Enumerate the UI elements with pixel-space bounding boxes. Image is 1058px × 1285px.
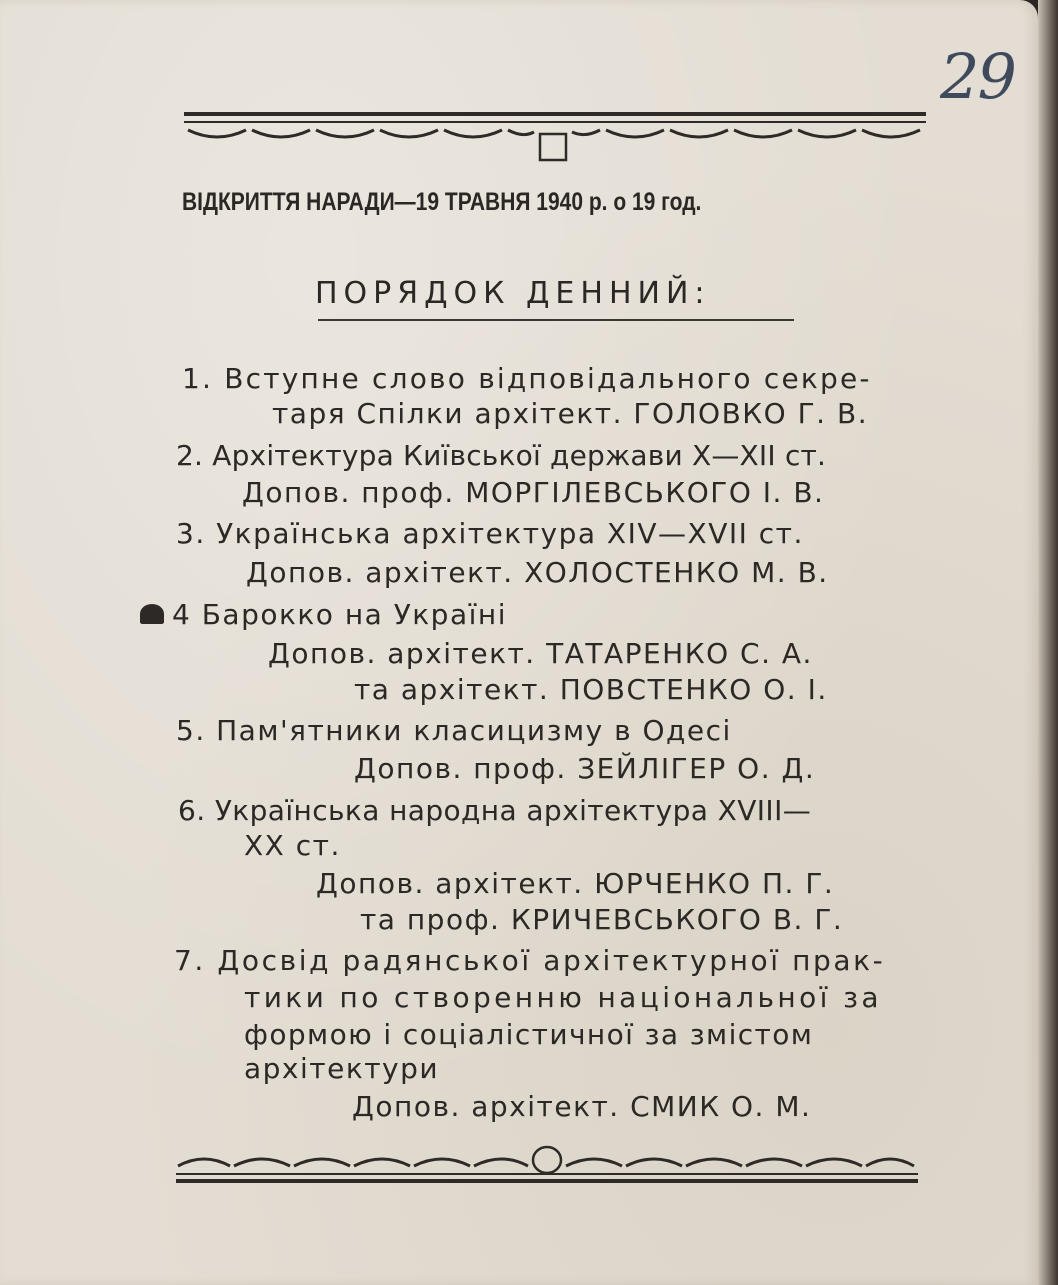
agenda-title-underline bbox=[318, 319, 794, 321]
agenda-item-1-line-1: 1. Вступне слово відповідального секре- bbox=[182, 362, 872, 395]
agenda-item-7-line-5: Допов. архітект. СМИК О. М. bbox=[352, 1090, 812, 1123]
agenda-item-5-line-2: Допов. проф. ЗЕЙЛІГЕР О. Д. bbox=[354, 752, 816, 785]
agenda-item-6-line-2: XX ст. bbox=[244, 829, 341, 862]
agenda-item-4-line-1: 4 Барокко на Україні bbox=[172, 598, 507, 631]
agenda-item-6-line-1: 6. Українська народна архітектура XVIII— bbox=[178, 794, 812, 827]
top-ornament bbox=[180, 108, 930, 168]
agenda-title: ПОРЯДОК ДЕННИЙ: bbox=[315, 276, 711, 311]
agenda-item-7-line-1: 7. Досвід радянської архітектурної прак- bbox=[174, 944, 886, 977]
ink-blot bbox=[140, 604, 164, 624]
agenda-item-7-line-4: архітектури bbox=[244, 1052, 440, 1085]
agenda-item-2-line-2: Допов. проф. МОРГІЛЕВСЬКОГО І. В. bbox=[242, 476, 825, 509]
agenda-item-4-line-3: та архітект. ПОВСТЕНКО О. І. bbox=[354, 673, 828, 706]
page-number: 29 bbox=[940, 40, 1015, 113]
agenda-item-6-line-3: Допов. архітект. ЮРЧЕНКО П. Г. bbox=[316, 867, 835, 900]
agenda-item-6-line-4: та проф. КРИЧЕВСЬКОГО В. Г. bbox=[360, 903, 844, 936]
agenda-item-7-line-2: тики по створенню національної за bbox=[244, 981, 882, 1014]
agenda-item-4-line-2: Допов. архітект. ТАТАРЕНКО С. А. bbox=[268, 637, 813, 670]
agenda-item-2-line-1: 2. Архітектура Київської держави X—XII ст. bbox=[176, 439, 827, 472]
bottom-ornament bbox=[172, 1136, 922, 1190]
page-edge bbox=[1038, 0, 1058, 1285]
agenda-item-7-line-3: формою і соціалістичної за змістом bbox=[244, 1018, 814, 1051]
agenda-item-3-line-1: 3. Українська архітектура XIV—XVII ст. bbox=[176, 517, 804, 550]
agenda-item-1-line-2: таря Спілки архітект. ГОЛОВКО Г. В. bbox=[272, 397, 869, 430]
agenda-item-5-line-1: 5. Пам'ятники класицизму в Одесі bbox=[176, 714, 732, 747]
meeting-opening-header: ВІДКРИТТЯ НАРАДИ—19 ТРАВНЯ 1940 р. о 19 год. bbox=[182, 188, 702, 216]
agenda-item-3-line-2: Допов. архітект. ХОЛОСТЕНКО М. В. bbox=[246, 556, 829, 589]
